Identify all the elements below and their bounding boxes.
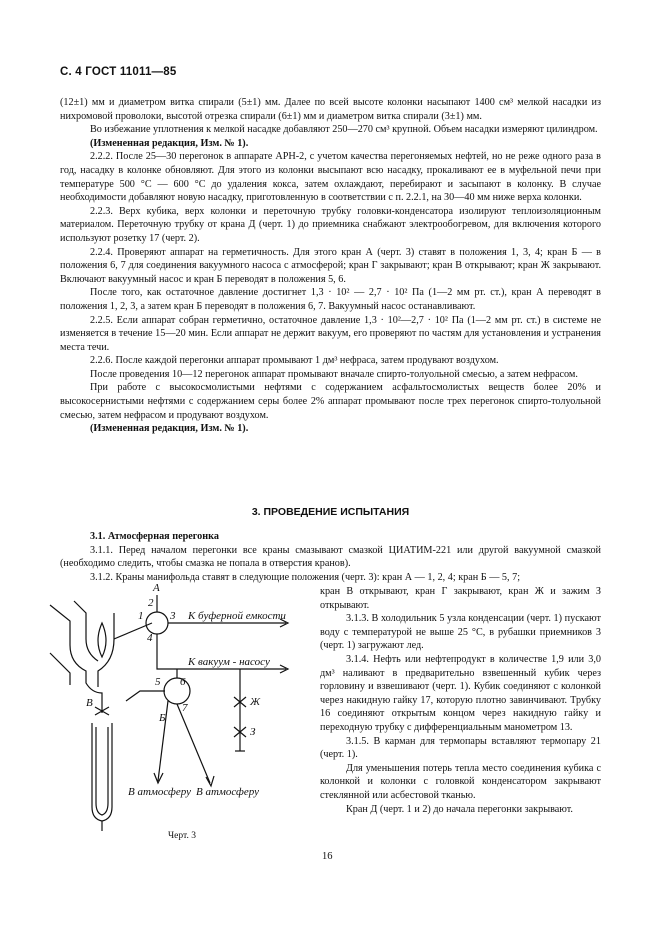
paragraph: кран В открывают, кран Г закрывают, кран Ж и зажим З открывают.	[320, 586, 601, 611]
tap-b-body	[164, 678, 190, 704]
label-3: 3	[170, 610, 176, 622]
manifold-diagram	[40, 583, 312, 831]
paragraph: 2.2.4. Проверяют аппарат на герметичность. Для этого кран А (черт. 3) ставят в положения 1, 3, 4; кран Б — в положения 6, 7 для соединения вакуумного насоса с атмосферой; кран Г закрывают; кран В открывают; кран Ж закрывают. Включают вакуумный насос и кран Б переводят в положения 5, 6.	[60, 246, 601, 285]
paragraph: 3.1.5. В карман для термопары вставляют термопару 21 (черт. 1).	[320, 735, 601, 761]
pipe-atm-1	[177, 704, 210, 783]
paragraph: После того, как остаточное давление достигнет 1,3 · 10² — 2,7 · 10² Па (1—2 мм рт. ст.), кран А переводят в положения 1, 2, 3, а затем кран Б переводят в положения 6, 7. Вакуумный насос останавливают.	[60, 287, 601, 312]
paragraph: (12±1) мм и диаметром витка спирали (5±1) мм. Далее по всей высоте колонки насыпают 1400 см³ мелкой насадки из нихромовой проволоки, высотой отрезка спирали (6±1) мм и диаметром витка спирали (3±1) мм.	[60, 97, 601, 122]
condenser-left-wall	[50, 605, 102, 701]
label-z: З	[250, 726, 256, 738]
subsection-title: 3.1. Атмосферная перегонка	[90, 531, 219, 542]
paragraph: 3.1.1. Перед началом перегонки все краны смазывают смазкой ЦИАТИМ-221 или другой вакуумной смазкой (необходимо следить, чтобы смазка не попала в отверстия кранов).	[60, 544, 601, 570]
label-2: 2	[148, 597, 154, 609]
paragraph: 3.1.4. Нефть или нефтепродукт в количестве 1,9 или 3,0 дм³ наливают в предварительно взвешенный кубик через горловину и взвешивают (черт. 1). Кубик соединяют с колонкой через накидную гайку 17, которую плотно завинчивают. Трубку 16 соединяют открытым концом через накидную гайку и переходную трубку с дифференциальным манометром 13.	[320, 653, 601, 733]
paragraph: Кран Д (черт. 1 и 2) до начала перегонки закрывают.	[346, 803, 573, 815]
label-a: А	[153, 583, 160, 594]
label-1: 1	[138, 610, 144, 622]
pipe-b-left	[126, 691, 165, 701]
top-text-block	[60, 96, 601, 436]
paragraph: 3.1.2. Краны манифольда ставят в следующие положения (черт. 3): кран А — 1, 2, 4; кран Б — 5, 7;	[90, 571, 521, 583]
mid-text-block	[60, 530, 601, 584]
paragraph: 3.1.3. В холодильник 5 узла конденсации (черт. 1) пускают воду с температурой не выше 25 °С, в рубашки приемников 3 (черт. 1) загружают лед.	[320, 613, 601, 652]
amendment-note: (Измененная редакция, Изм. № 1).	[90, 137, 249, 149]
label-atm-1: В атмосферу	[196, 786, 259, 798]
label-5: 5	[155, 676, 161, 688]
receiver-inner	[96, 727, 108, 815]
right-column-text	[320, 585, 601, 816]
paragraph: Во избежание уплотнения к мелкой насадке добавляют 250—270 см³ крупной. Объем насадки измеряют цилиндром.	[90, 124, 598, 136]
label-6: 6	[180, 676, 186, 688]
amendment-note: (Измененная редакция, Изм. № 1).	[90, 423, 249, 435]
label-b: Б	[159, 712, 166, 724]
tap-a-body	[146, 612, 168, 634]
page-header: С. 4 ГОСТ 11011—85	[60, 66, 177, 78]
label-v: В	[86, 697, 93, 709]
label-to-vacuum: К вакуум - насосу	[188, 656, 270, 668]
label-atm-2: В атмосферу	[128, 786, 191, 798]
section-title: 3. ПРОВЕДЕНИЕ ИСПЫТАНИЯ	[251, 506, 410, 518]
paragraph: 2.2.3. Верх кубика, верх колонки и переточную трубку головки-конденсатора изолируют теплоизоляционным материалом. Переточную трубку от крана Д (черт. 1) до приемника снабжают электрообогревом, для включения которого используют розетку 17 (черт. 2).	[60, 205, 601, 244]
page-number: 16	[322, 851, 333, 862]
condenser-inner-wall	[74, 601, 98, 661]
paragraph: 2.2.6. После каждой перегонки аппарат промывают 1 дм³ нефраса, затем продувают воздухом.	[90, 355, 499, 367]
paragraph: При работе с высокосмолистыми нефтями с содержанием асфальтосмолистых веществ более 20% и высокосернистыми нефтями с содержанием серы более 2% аппарат промывают после трех перегонок спирто-толуольной смесью, затем нефрасом и продувают воздухом.	[60, 382, 601, 421]
label-to-buffer: К буферной емкости	[188, 610, 286, 622]
label-7: 7	[182, 702, 188, 714]
condenser-coil	[98, 623, 106, 657]
receiver-outer	[92, 723, 112, 821]
paragraph: Для уменьшения потерь тепла место соединения кубика с колонкой и колонки с головкой конденсатором закрывают стеклянной или асбестовой тканью.	[320, 762, 601, 801]
label-zh: Ж	[250, 696, 261, 708]
figure-caption: Черт. 3	[168, 831, 196, 841]
paragraph: 2.2.5. Если аппарат собран герметично, остаточное давление 1,3 · 10²—2,7 · 10² Па (1—2 мм рт. ст.) в системе не изменяется в течение 15—20 мин. Если аппарат не держит вакуум, его проверяют по частям для установления и устранения места течи.	[60, 314, 601, 353]
condenser-right-wall	[98, 613, 114, 687]
paragraph: 2.2.2. После 25—30 перегонок в аппарате АРН-2, с учетом качества перегоняемых нефтей, но не реже одного раза в год, насадку в колонке обновляют. Для этого из колонки высыпают всю насадку, прокаливают ее в муфельной печи при температуре 500 °С — 600 °С до удаления кокса, затем охлаждают, перебирают и засыпают в колонку. В случае необходимости добавляют новую насадку, приготовленную в соответствии с п. 2.2.1, на 30—40 мм ниже верха колонки.	[60, 151, 601, 204]
label-4: 4	[147, 632, 153, 644]
paragraph: После проведения 10—12 перегонок аппарат промывают вначале спирто-толуольной смесью, а затем нефрасом.	[90, 368, 578, 380]
left-edge-line	[50, 653, 70, 685]
